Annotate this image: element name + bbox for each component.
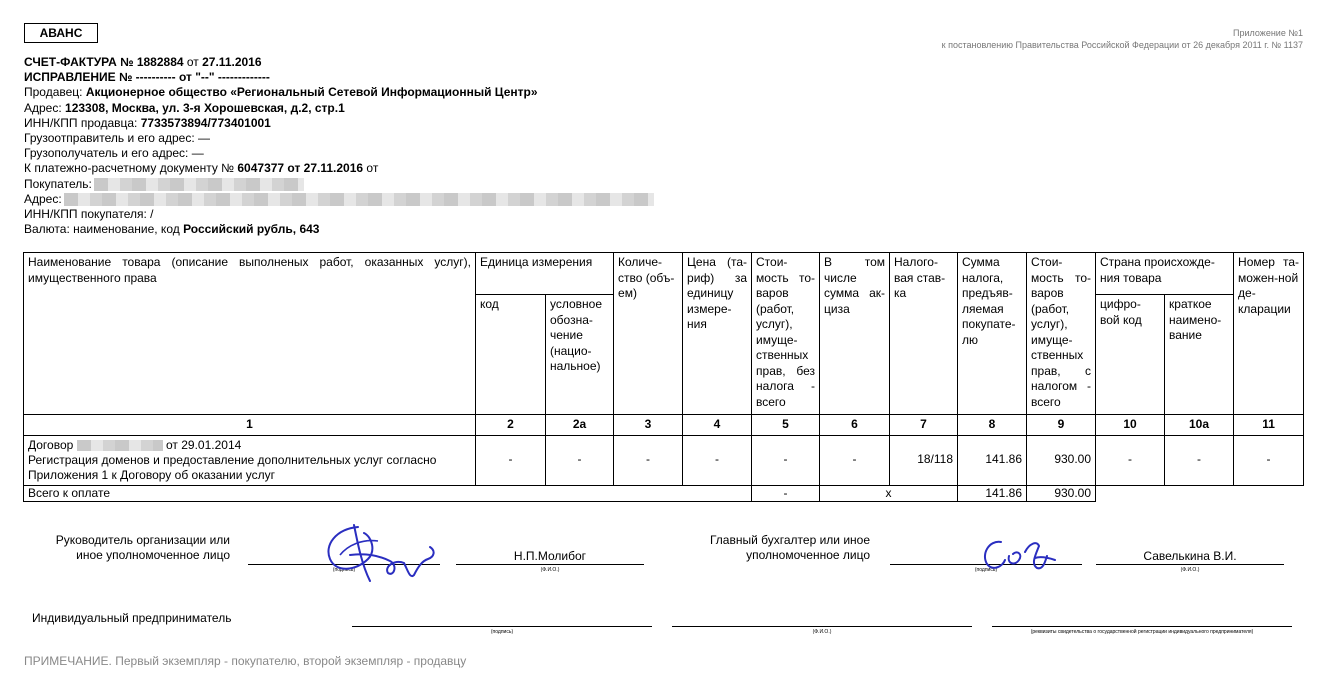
head-label [40,533,230,563]
buyer-inn-line: ИНН/КПП покупателя: / [24,207,154,222]
consignee-line: Грузополучатель и его адрес: — [24,146,204,161]
header-country: Страна происхожде-ния товара [1096,253,1234,295]
buyer-address-line [24,192,654,207]
payment-value: 6047377 от 27.11.2016 [237,161,364,176]
correction-line: ИСПРАВЛЕНИЕ № ---------- от "--" ------------- [24,70,270,85]
invoice-title [24,55,654,70]
col-number: 1 [24,415,476,436]
total-empty [1096,485,1304,502]
col-number: 10 [1096,415,1165,436]
invoice-from: от [183,55,203,69]
header-unit: Единица измерения [476,253,614,295]
appendix-title: Приложение №1 [1233,28,1303,38]
header-qty: Количе-ство (объ-ем) [614,253,683,415]
address-value: 123308, Москва, ул. 3-я Хорошевская, д.2, стр.1 [65,100,345,115]
header-unit-symbol: условное обозна-чение (нацио-нальное) [546,295,614,415]
head-signature-caption: (подпись) [332,567,356,573]
seller-label: Продавец: [24,85,86,100]
payment-doc-line [24,161,654,176]
col-number: 3 [614,415,683,436]
redacted-buyer [94,178,304,191]
cell-unit-code: - [476,435,546,485]
table-row [24,435,1304,485]
header-customs: Номер та-можен-ной де-кларации [1234,253,1304,415]
total-row [24,485,1304,502]
header-tax-sum: Сумма налога, предъяв-ляемая покупате-лю [958,253,1027,415]
total-cost-no-tax: - [752,485,820,502]
header-cost-no-tax: Стои-мость то-варов (работ, услуг), имуще-ственных прав, без налога - всего [752,253,820,415]
invoice-date: 27.11.2016 [202,55,262,69]
col-number: 5 [752,415,820,436]
header-cost-with-tax: Стои-мость то-варов (работ, услуг), имуще-ственных прав, с налогом - всего [1027,253,1096,415]
head-label-line2: иное уполномоченное лицо [76,548,230,562]
accountant-name-line [1096,564,1284,565]
buyer-line [24,177,654,192]
table-header-row [24,253,1304,295]
col-number: 8 [958,415,1027,436]
head-name: Н.П.Молибог [513,549,587,563]
header-country-code: цифро-вой код [1096,295,1165,415]
cell-unit-symbol: - [546,435,614,485]
accountant-signature-scribble [975,532,1065,577]
contract-line [28,438,471,453]
buyer-label: Покупатель: [24,176,92,191]
entrepreneur-requisites-line [992,626,1292,627]
header-price: Цена (та-риф) за единицу измере-ния [683,253,752,415]
cell-cost-no-tax: - [752,435,820,485]
footer-note: ПРИМЕЧАНИЕ. Первый экземпляр - покупателю, второй экземпляр - продавцу [24,654,467,668]
seller-value: Акционерное общество «Региональный Сетевой Информационный Центр» [85,85,538,100]
contract-prefix: Договор [28,437,74,452]
header-name: Наименование товара (описание выполненых работ, оказанных услуг), имущественного права [24,253,476,415]
appendix-reference: к постановлению Правительства Российской Федерации от 26 декабря 2011 г. № 1137 [941,40,1303,50]
entrepreneur-signature-caption: (подпись) [490,629,514,635]
currency-label: Валюта: наименование, код [24,222,184,237]
entrepreneur-requisites-caption: (реквизиты свидетельства о государственной регистрации индивидуального предпринимателя) [1030,629,1254,635]
col-number: 11 [1234,415,1304,436]
col-number: 10а [1165,415,1234,436]
buyer-address-label: Адрес: [24,191,62,206]
advance-badge: АВАНС [24,23,98,43]
header-excise: В том числе сумма ак-циза [820,253,890,415]
seller-line [24,85,654,100]
invoice-number: 1882884 [136,55,184,69]
inn-label: ИНН/КПП продавца: [24,115,141,130]
entrepreneur-signature-line [352,626,652,627]
col-number: 2 [476,415,546,436]
shipper-line: Грузоотправитель и его адрес: — [24,131,210,146]
payment-suffix: от [363,161,379,176]
redacted-contract-number [77,440,163,451]
header-unit-code: код [476,295,546,415]
cell-cost-with-tax: 930.00 [1027,435,1096,485]
header-rate: Налого-вая став-ка [890,253,958,415]
entrepreneur-fio-caption: (Ф.И.О.) [812,629,832,635]
seller-address-line [24,101,654,116]
col-number: 9 [1027,415,1096,436]
service-description: Регистрация доменов и предоставление дополнительных услуг согласно Приложения 1 к Договору об оказании услуг [28,452,437,482]
currency-value: Российский рубль, 643 [183,222,320,237]
total-excise: х [820,485,958,502]
col-number: 6 [820,415,890,436]
redacted-buyer-address [64,193,654,206]
accountant-label-line2: уполномоченное лицо [746,548,870,562]
total-label: Всего к оплате [24,485,752,502]
col-number: 4 [683,415,752,436]
column-number-row [24,415,1304,436]
accountant-label-line1: Главный бухгалтер или иное [709,533,870,547]
col-number: 2а [546,415,614,436]
cell-tax-sum: 141.86 [958,435,1027,485]
cell-rate: 18/118 [890,435,958,485]
head-label-line1: Руководитель организации или [55,533,230,547]
invoice-header [24,55,654,237]
cell-price: - [683,435,752,485]
invoice-prefix: СЧЕТ-ФАКТУРА № [24,55,137,69]
payment-label: К платежно-расчетному документу № [24,161,238,176]
cell-qty: - [614,435,683,485]
cell-country-name: - [1165,435,1234,485]
head-signature-scribble [318,515,440,590]
cell-country-code: - [1096,435,1165,485]
invoice-table [23,252,1304,502]
head-name-line [456,564,644,565]
cell-excise: - [820,435,890,485]
header-country-name: краткое наимено-вание [1165,295,1234,415]
accountant-name: Савелькина В.И. [1143,549,1237,563]
accountant-name-caption: (Ф.И.О.) [1180,567,1200,573]
col-number: 7 [890,415,958,436]
accountant-signature-caption: (подпись) [974,567,998,573]
cell-customs: - [1234,435,1304,485]
seller-inn-line [24,116,654,131]
total-cost-with-tax: 930.00 [1027,485,1096,502]
entrepreneur-label: Индивидуальный предприниматель [32,611,232,625]
contract-date: от 29.01.2014 [162,437,242,452]
item-description [24,435,476,485]
inn-value: 7733573894/773401001 [140,115,271,130]
currency-line [24,222,654,237]
entrepreneur-fio-line [672,626,972,627]
total-tax-sum: 141.86 [958,485,1027,502]
head-name-caption: (Ф.И.О.) [540,567,560,573]
address-label: Адрес: [24,100,66,115]
accountant-label [680,533,870,563]
